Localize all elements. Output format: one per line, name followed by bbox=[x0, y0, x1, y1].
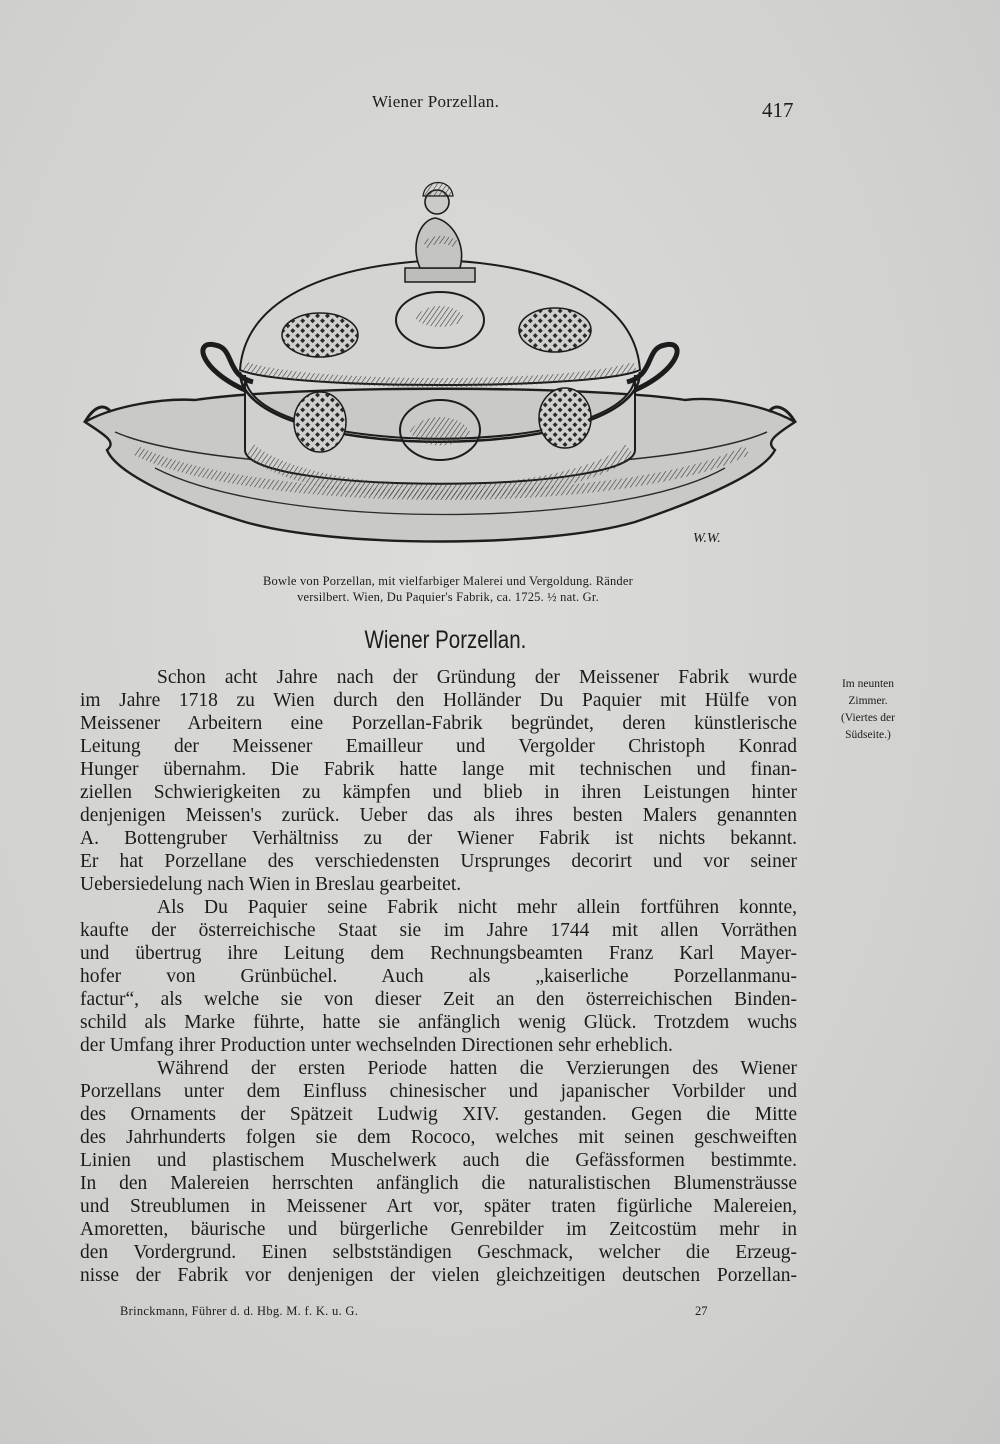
body-text bbox=[80, 666, 797, 1287]
text-line: schild als Marke führte, hatte sie anfänglich wenig Glück. Trotzdem wuchs bbox=[80, 1012, 797, 1033]
text-line: hofer von Grünbüchel. Auch als „kaiserliche Porzellanmanu- bbox=[80, 966, 797, 987]
text-line: In den Malereien herrschten anfänglich die naturalistischen Blumensträusse bbox=[80, 1173, 797, 1194]
marginal-note-line: (Viertes der bbox=[841, 712, 895, 724]
text-line: Amoretten, bäurische und bürgerliche Genrebilder im Zeitcostüm mehr in bbox=[80, 1219, 797, 1240]
marginal-note-line: Zimmer. bbox=[848, 695, 888, 707]
marginal-note-line: Südseite.) bbox=[845, 729, 891, 741]
marginal-note-line: Im neunten bbox=[841, 678, 895, 690]
text-line: Er hat Porzellane des verschiedensten Ursprunges decorirt und vor seiner bbox=[80, 851, 797, 872]
footer-source: Brinckmann, Führer d. d. Hbg. M. f. K. u. G. bbox=[120, 1304, 359, 1318]
text-line: kaufte der österreichische Staat sie im Jahre 1744 mit allen Vorräthen bbox=[80, 920, 797, 941]
text-line: den Vordergrund. Einen selbstständigen Geschmack, welcher die Erzeug- bbox=[80, 1242, 797, 1263]
text-line: Porzellans unter dem Einfluss chinesischer und japanischer Vorbilder und bbox=[80, 1081, 797, 1102]
text-line: Als Du Paquier seine Fabrik nicht mehr allein fortführen konnte, bbox=[157, 897, 797, 918]
text-line: denjenigen Meissen's zurück. Ueber das als ihres besten Malers genannten bbox=[80, 805, 797, 826]
text-line: nisse der Fabrik vor denjenigen der vielen gleichzeitigen deutschen Porzellan- bbox=[80, 1265, 797, 1286]
caption-line: Bowle von Porzellan, mit vielfarbiger Malerei und Vergoldung. Ränder bbox=[263, 574, 633, 588]
text-line: Uebersiedelung nach Wien in Breslau gearbeitet. bbox=[80, 874, 462, 895]
page-number: 417 bbox=[762, 98, 794, 122]
text-line: der Umfang ihrer Production unter wechselnden Directionen sehr erheblich. bbox=[80, 1035, 673, 1056]
marginal-note bbox=[818, 676, 918, 744]
text-line: des Ornaments der Spätzeit Ludwig XIV. gestanden. Gegen die Mitte bbox=[80, 1104, 797, 1125]
tureen-illustration bbox=[75, 150, 805, 560]
figure-caption bbox=[168, 573, 728, 605]
text-line: factur“, als welche sie von dieser Zeit an den österreichischen Binden- bbox=[80, 989, 797, 1010]
text-line: im Jahre 1718 zu Wien durch den Holländer Du Paquier mit Hülfe von bbox=[80, 690, 797, 711]
section-title: Wiener Porzellan. bbox=[364, 626, 527, 654]
text-line: A. Bottengruber Verhältniss zu der Wiener Fabrik ist nichts bekannt. bbox=[80, 828, 797, 849]
text-line: Während der ersten Periode hatten die Verzierungen des Wiener bbox=[157, 1058, 797, 1079]
running-head: Wiener Porzellan. bbox=[372, 92, 500, 111]
caption-line: versilbert. Wien, Du Paquier's Fabrik, ca. 1725. ½ nat. Gr. bbox=[297, 590, 599, 604]
text-line: ziellen Schwierigkeiten zu kämpfen und blieb in ihren Leistungen hinter bbox=[80, 782, 797, 803]
text-line: und Streublumen in Meissener Art vor, später traten figürliche Malereien, bbox=[80, 1196, 797, 1217]
text-line: Schon acht Jahre nach der Gründung der Meissener Fabrik wurde bbox=[157, 667, 797, 688]
text-line: Leitung der Meissener Emailleur und Vergolder Christoph Konrad bbox=[80, 736, 797, 757]
text-line: Meissener Arbeitern eine Porzellan-Fabrik begründet, deren künstlerische bbox=[80, 713, 797, 734]
text-line: und übertrug ihre Leitung dem Rechnungsbeamten Franz Karl Mayer- bbox=[80, 943, 797, 964]
text-line: Hunger übernahm. Die Fabrik hatte lange mit technischen und finan- bbox=[80, 759, 797, 780]
text-line: Linien und plastischem Muschelwerk auch die Gefässformen bestimmte. bbox=[80, 1150, 797, 1171]
text-line: des Jahrhunderts folgen sie dem Rococo, welches mit seinen geschweiften bbox=[80, 1127, 797, 1148]
artist-monogram: W.W. bbox=[693, 531, 721, 546]
signature-number: 27 bbox=[695, 1304, 708, 1318]
